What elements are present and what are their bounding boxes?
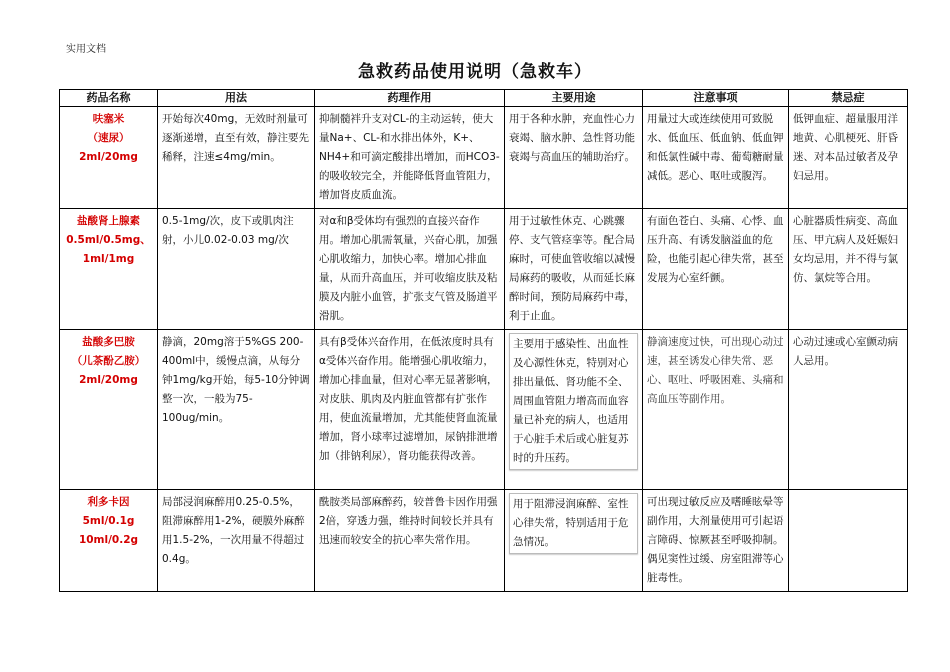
usage-cell: 开始每次40mg，无效时剂量可逐渐递增，直至有效，静注要先稀释，注速≤4mg/min。: [158, 107, 315, 209]
table-header-row: [60, 90, 908, 107]
drug-name: 盐酸多巴胺: [82, 336, 135, 348]
drug-name-cell: [60, 209, 158, 330]
drug-dose: 1ml/1mg: [82, 253, 135, 265]
indications-box: 主要用于感染性、出血性及心源性休克，特别对心排出量低、肾功能不全、周围血管阻力增高而血容量已补充的病人，也适用于心脏手术后或心脏复苏时的升压药。: [509, 333, 638, 470]
drug-name-cell: [60, 107, 158, 209]
header-note: 实用文档: [66, 44, 106, 55]
pharmacology-cell: 酰胺类局部麻醉药，较普鲁卡因作用强2倍，穿透力强，维持时间较长并具有迅速而较安全的抗心率失常作用。: [315, 490, 505, 592]
precautions-cell: 用量过大或连续使用可致脱水、低血压、低血钠、低血钾和低氯性碱中毒、葡萄糖耐量减低。恶心、呕吐或腹泻。: [643, 107, 789, 209]
pharmacology-cell: 对α和β受体均有强烈的直接兴奋作用。增加心肌需氧量，兴奋心肌，加强心肌收缩力，加快心率。增加心排血量，从而升高血压，并可收缩皮肤及粘膜及内脏小血管，扩张支气管及肠道平滑肌。: [315, 209, 505, 330]
col-header-contraindications: 禁忌症: [789, 90, 908, 107]
drug-name: 盐酸肾上腺素: [77, 215, 140, 227]
col-header-name: 药品名称: [60, 90, 158, 107]
drug-name: 呋塞米: [92, 113, 125, 125]
drug-alias: （儿茶酚乙胺）: [71, 355, 146, 367]
table-row: [60, 490, 908, 592]
contraindications-cell: 心动过速或心室颤动病人忌用。: [789, 330, 908, 490]
drug-name-cell: [60, 490, 158, 592]
drug-dose: 0.5ml/0.5mg、: [66, 234, 151, 246]
contraindications-cell: 低钾血症、超量服用洋地黄、心肌梗死、肝昏迷、对本品过敏者及孕妇忌用。: [789, 107, 908, 209]
precautions-cell: 静滴速度过快，可出现心动过速，甚至诱发心律失常、恶心、呕吐、呼吸困难、头痛和高血压等副作用。: [643, 330, 789, 490]
contraindications-cell: [789, 490, 908, 592]
indications-cell: 用于过敏性休克、心跳骤停、支气管痉挛等。配合局麻时，可使血管收缩以减慢局麻药的吸收，从而延长麻醉时间，预防局麻药中毒，利于止血。: [505, 209, 643, 330]
drug-name-cell: [60, 330, 158, 490]
table-row: [60, 209, 908, 330]
drug-dose: 10ml/0.2g: [78, 534, 139, 546]
precautions-cell: 可出现过敏反应及嗜睡眩晕等副作用，大剂量使用可引起语言障碍、惊厥甚至呼吸抑制。偶见窦性过缓、房室阻滞等心脏毒性。: [643, 490, 789, 592]
pharmacology-cell: 抑制髓袢升支对CL-的主动运转，使大量Na+、CL-和水排出体外，K+、NH4+和可滴定酸排出增加，而HCO3-的吸收较完全，并能降低肾血管阻力，增加肾皮质血流。: [315, 107, 505, 209]
drug-table: [59, 89, 908, 592]
usage-cell: 静滴，20mg溶于5%GS 200-400ml中，缓慢点滴，从每分钟1mg/kg开始，每5-10分钟调整一次，一般为75-100ug/min。: [158, 330, 315, 490]
col-header-pharmacology: 药理作用: [315, 90, 505, 107]
precautions-cell: 有面色苍白、头痛、心悸、血压升高、有诱发脑溢血的危险，也能引起心律失常，甚至发展为心室纤颤。: [643, 209, 789, 330]
usage-cell: 局部浸润麻醉用0.25-0.5%，阻滞麻醉用1-2%，硬膜外麻醉用1.5-2%，一次用量不得超过0.4g。: [158, 490, 315, 592]
drug-name: 利多卡因: [87, 496, 130, 508]
indications-cell: 用于各种水肿，充血性心力衰竭、脑水肿、急性肾功能衰竭与高血压的辅助治疗。: [505, 107, 643, 209]
contraindications-cell: 心脏器质性病变、高血压、甲亢病人及妊娠妇女均忌用，并不得与氯仿、氯烷等合用。: [789, 209, 908, 330]
indications-cell: [505, 330, 643, 490]
col-header-usage: 用法: [158, 90, 315, 107]
drug-dose: 2ml/20mg: [79, 374, 138, 386]
drug-dose: 2ml/20mg: [79, 151, 138, 163]
table-row: [60, 330, 908, 490]
drug-dose: 5ml/0.1g: [82, 515, 135, 527]
table-row: [60, 107, 908, 209]
col-header-precautions: 注意事项: [643, 90, 789, 107]
indications-cell: [505, 490, 643, 592]
col-header-indications: 主要用途: [505, 90, 643, 107]
indications-box: 用于阻滞浸润麻醉、室性心律失常，特别适用于危急情况。: [509, 493, 638, 554]
pharmacology-cell: 具有β受体兴奋作用，在低浓度时具有α受体兴奋作用。能增强心肌收缩力，增加心排血量，但对心率无显著影响，对皮肤、肌肉及内脏血管都有扩张作用，使血流量增加，尤其能使肾血流量增加，肾小球率过滤增加，尿钠排泄增加（排钠利尿），肾功能获得改善。: [315, 330, 505, 490]
usage-cell: 0.5-1mg/次，皮下或肌肉注射，小儿0.02-0.03 mg/次: [158, 209, 315, 330]
page-title: 急救药品使用说明（急救车）: [358, 62, 592, 82]
drug-alias: （速尿）: [87, 132, 130, 144]
